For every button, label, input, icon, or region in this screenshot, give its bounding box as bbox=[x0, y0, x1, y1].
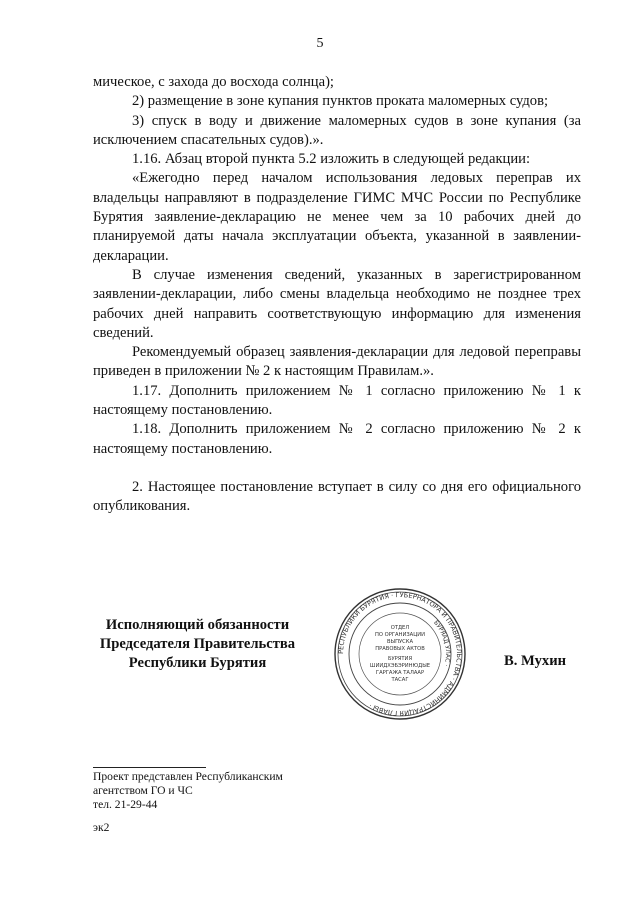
document-code: эк2 bbox=[93, 821, 110, 834]
paragraph-quote-annual: «Ежегодно перед началом использования ледовых переправ их владельцы направляют в подразделение ГИМС МЧС России по Республике Бурятия заявление-декларацию не менее чем за 10 рабочих дней до планируемой даты начала эксплуатации объекта, указанной в заявлении-декларации. bbox=[93, 170, 581, 264]
stamp-center-line: ОТДЕЛ bbox=[390, 625, 410, 631]
stamp-outer-text: РЕСПУБЛИКИ БУРЯТИЯ · ГУБЕРНАТОРА И ПРАВИТЕЛЬСТВА · АДМИНИСТРАЦИЯ ГЛАВЫ · bbox=[336, 590, 464, 718]
paragraph-1-16: 1.16. Абзац второй пункта 5.2 изложить в следующей редакции: bbox=[132, 151, 531, 168]
stamp-center-line: ПРАВОВЫХ АКТОВ bbox=[375, 646, 425, 652]
paragraph-continuation: мическое, с захода до восхода солнца); bbox=[93, 74, 334, 90]
stamp-center-line: БУРЯТИЯ bbox=[387, 656, 413, 662]
paragraph-item-3: 3) спуск в воду и движение маломерных судов в зоне купания (за исключением спасательных судов).». bbox=[93, 112, 581, 148]
official-stamp bbox=[333, 587, 467, 721]
paragraph-changes: В случае изменения сведений, указанных в зарегистрированном заявлении-декларации, либо смены владельца необходимо не позднее трех рабочих дней направить соответствующую информацию для изменения сведений. bbox=[93, 266, 581, 341]
signatory-line-2: Председателя Правительства bbox=[99, 636, 296, 652]
paragraph-spacer bbox=[93, 459, 581, 478]
stamp-center-line: ТАСАГ bbox=[391, 677, 409, 683]
footnote bbox=[93, 770, 283, 812]
stamp-center-line: ГАРГАЖА ТАЛААР bbox=[375, 670, 425, 676]
signatory-position bbox=[85, 616, 310, 673]
footnote-line-2: агентством ГО и ЧС bbox=[93, 784, 193, 797]
stamp-inner-text: БУРЯАД УЛАС · bbox=[432, 619, 452, 668]
stamp-center-line: ВЫПУСКА bbox=[386, 639, 414, 645]
footnote-line-1: Проект представлен Республиканским bbox=[93, 770, 283, 783]
page-number: 5 bbox=[316, 36, 324, 51]
signatory-line-1: Исполняющий обязанности bbox=[105, 617, 290, 633]
signatory-line-3: Республики Бурятия bbox=[128, 655, 267, 671]
paragraph-1-17: 1.17. Дополнить приложением № 1 согласно приложению № 1 к настоящему постановлению. bbox=[93, 382, 581, 419]
footnote-line-3: тел. 21-29-44 bbox=[93, 798, 158, 811]
stamp-center-line: ШИИДХЭБЭРИНЮДЫЕ bbox=[369, 663, 431, 669]
stamp-center-line: ПО ОРГАНИЗАЦИИ bbox=[374, 632, 426, 638]
paragraph-2-effective: 2. Настоящее постановление вступает в силу со дня его официального опубликования. bbox=[93, 478, 581, 515]
paragraph-1-18: 1.18. Дополнить приложением № 2 согласно приложению № 2 к настоящему постановлению. bbox=[93, 421, 581, 457]
document-body bbox=[93, 73, 581, 517]
footnote-divider bbox=[93, 767, 206, 768]
paragraph-recommended-form: Рекомендуемый образец заявления-декларации для ледовой переправы приведен в приложении № 2 к настоящим Правилам.». bbox=[93, 344, 581, 380]
signer-name: В. Мухин bbox=[504, 653, 567, 669]
paragraph-item-2: 2) размещение в зоне купания пунктов проката маломерных судов; bbox=[132, 93, 549, 110]
